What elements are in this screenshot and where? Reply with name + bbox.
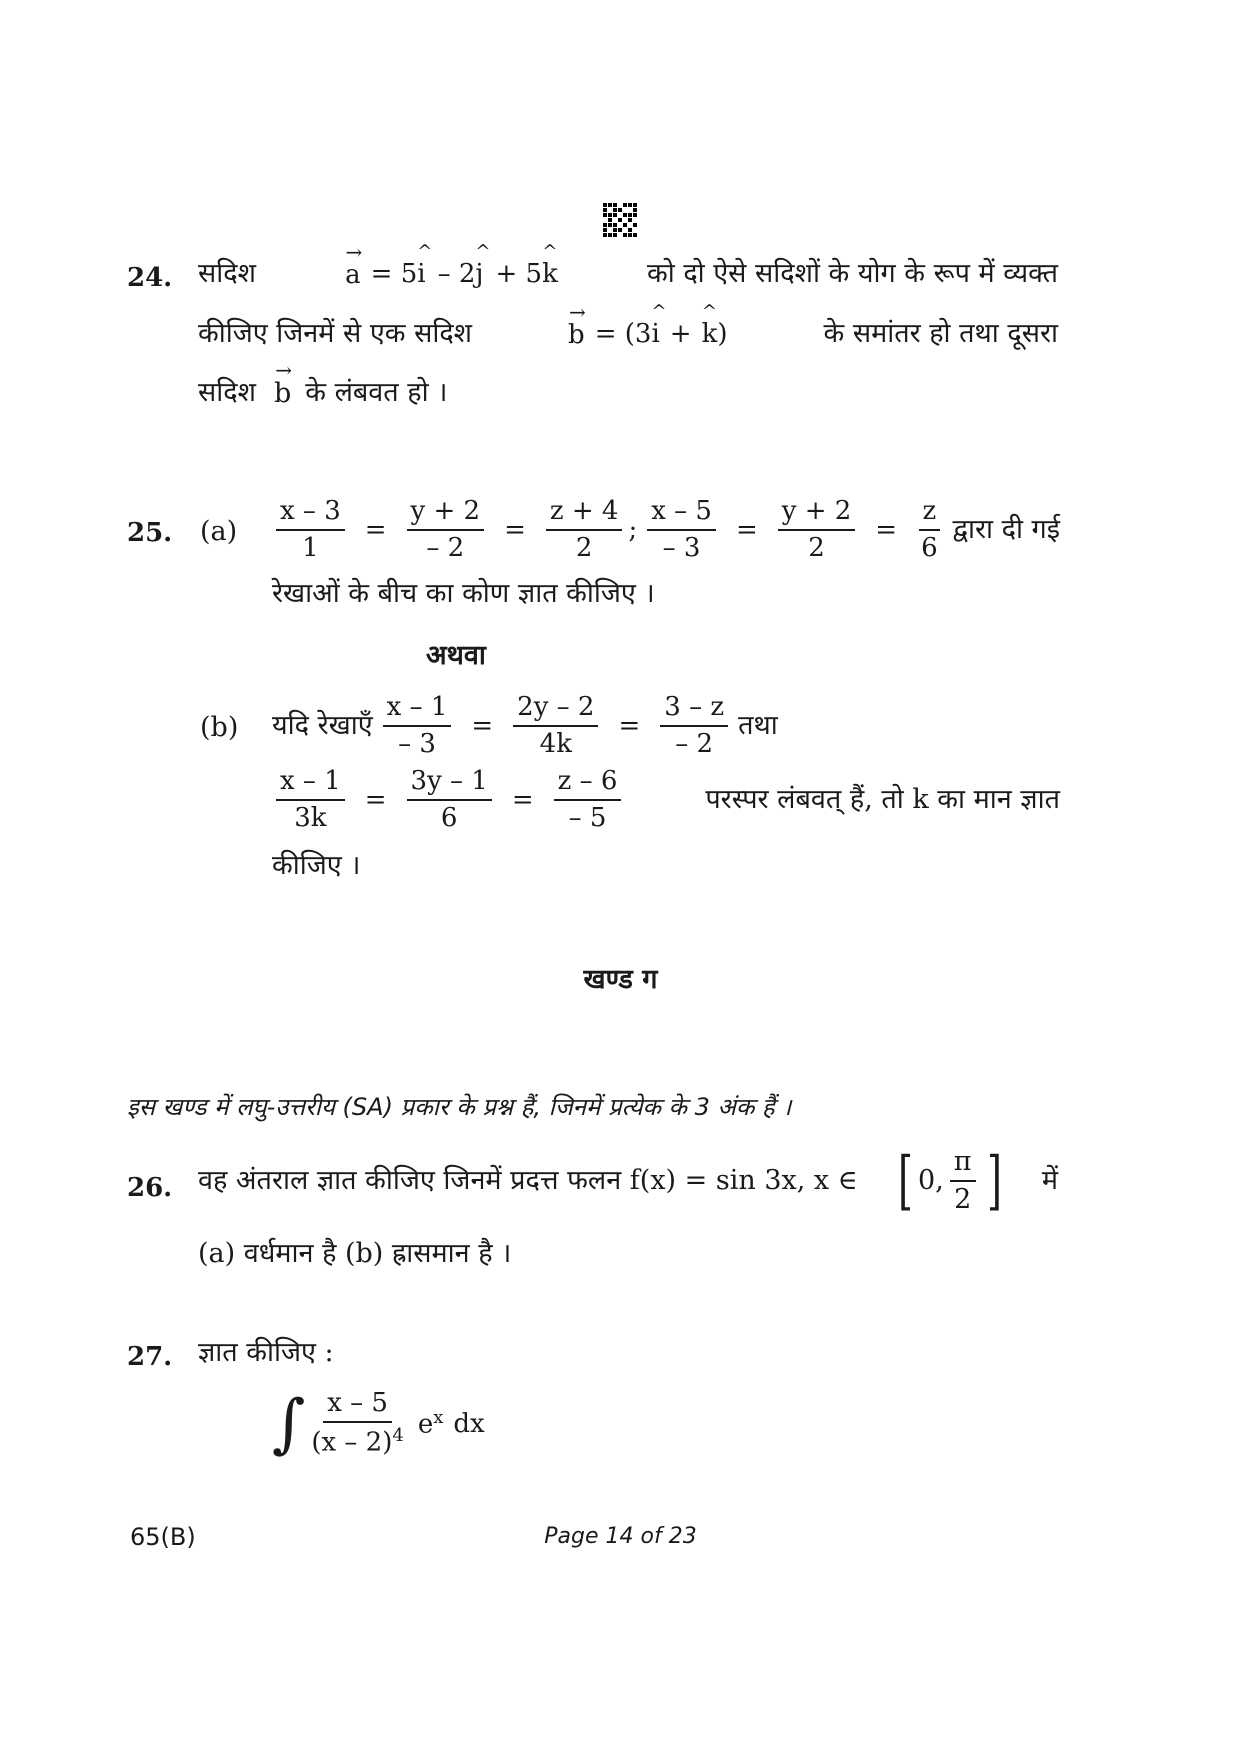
unit-j: ^ j bbox=[475, 241, 491, 289]
q24-line2-prefix: कीजिए जिनमें से एक सदिश bbox=[198, 318, 473, 350]
q25-part-a-line2: रेखाओं के बीच का कोण ज्ञात कीजिए । bbox=[272, 578, 655, 609]
q27-text: ज्ञात कीजिए : bbox=[198, 1337, 334, 1368]
q25-number: 25. bbox=[127, 518, 173, 548]
q25-part-b-line2: $\frac{x - 1}{3k}$ = $\frac{3y - 1}{6}$ = $\frac{z - 6}{- 5}$ परस्पर लंबवत् हैं, तो k का मान ज्ञात bbox=[270, 766, 1060, 834]
q24-line2 bbox=[198, 300, 1058, 351]
q26-number: 26. bbox=[127, 1173, 173, 1203]
q25-part-b-line1: यदि रेखाएँ $\frac{x - 1}{- 3}$ = $\frac{2y - 2}{4k}$ = $\frac{3 - z}{- 2}$ तथा bbox=[272, 692, 778, 760]
vector-b: → b bbox=[568, 300, 586, 350]
unit-i: ^ i bbox=[651, 301, 667, 349]
q26-line1: वह अंतराल ज्ञात कीजिए जिनमें प्रदत्त फलन f(x) = sin 3x, x ∈ [ 0, $\frac{\pi}{2}$ ] में bbox=[198, 1144, 1058, 1219]
q24-line3: सदिश → b के लंबवत हो । bbox=[198, 358, 448, 409]
q24-line1-suffix: को दो ऐसे सदिशों के योग के रूप में व्यक्त bbox=[647, 258, 1058, 290]
unit-k: ^ k bbox=[542, 241, 558, 289]
qr-code bbox=[603, 203, 637, 237]
vector-a: → a bbox=[345, 240, 363, 290]
section-instruction: इस खण्ड में लघु-उत्तरीय (SA) प्रकार के प्रश्न हैं, जिनमें प्रत्येक के 3 अंक हैं । bbox=[127, 1093, 792, 1121]
q24-line1-prefix: सदिश bbox=[198, 258, 256, 290]
q24-vector-a-expr: → a = 5 ^ i – 2 ^ j + 5 ^ k bbox=[345, 240, 558, 290]
q25-part-b-suffix: परस्पर लंबवत् हैं, तो k का मान ज्ञात bbox=[705, 783, 1060, 815]
interval: [ 0, $\frac{\pi}{2}$ ] bbox=[898, 1144, 1002, 1219]
q24-vector-b-expr: → b = (3 ^ i + ^ k ) bbox=[568, 300, 728, 350]
unit-i: ^ i bbox=[417, 241, 433, 289]
unit-k: ^ k bbox=[701, 301, 718, 349]
q24-line2-suffix: के समांतर हो तथा दूसरा bbox=[823, 318, 1058, 350]
q24-line1 bbox=[198, 240, 1058, 291]
or-label: अथवा bbox=[426, 640, 486, 671]
section-title: खण्ड ग bbox=[583, 964, 658, 995]
q25-part-a-equation: $\frac{x - 3}{1}$ = $\frac{y + 2}{- 2}$ = $\frac{z + 4}{2}$ ; $\frac{x - 5}{- 3}$ = $\frac{y + 2}{2}$ = $\frac{z}{6}$ द्वारा दी गई bbox=[270, 496, 1060, 564]
page-number: Page 14 of 23 bbox=[544, 1524, 697, 1549]
vector-b: → b bbox=[273, 358, 292, 409]
q24-number: 24. bbox=[127, 263, 173, 293]
q25-part-a-label: (a) bbox=[200, 516, 238, 547]
q27-number: 27. bbox=[127, 1342, 173, 1372]
q25-part-b-label: (b) bbox=[200, 712, 239, 743]
paper-code: 65(B) bbox=[130, 1523, 196, 1551]
q26-line2: (a) वर्धमान है (b) ह्रासमान है । bbox=[198, 1238, 512, 1269]
q25-part-b-line3: कीजिए । bbox=[272, 850, 361, 881]
q25-part-a-suffix: द्वारा दी गई bbox=[952, 513, 1060, 545]
q27-integral: ∫ $\frac{x - 5}{(x - 2)^4}$ $e^x$ dx bbox=[272, 1386, 485, 1461]
